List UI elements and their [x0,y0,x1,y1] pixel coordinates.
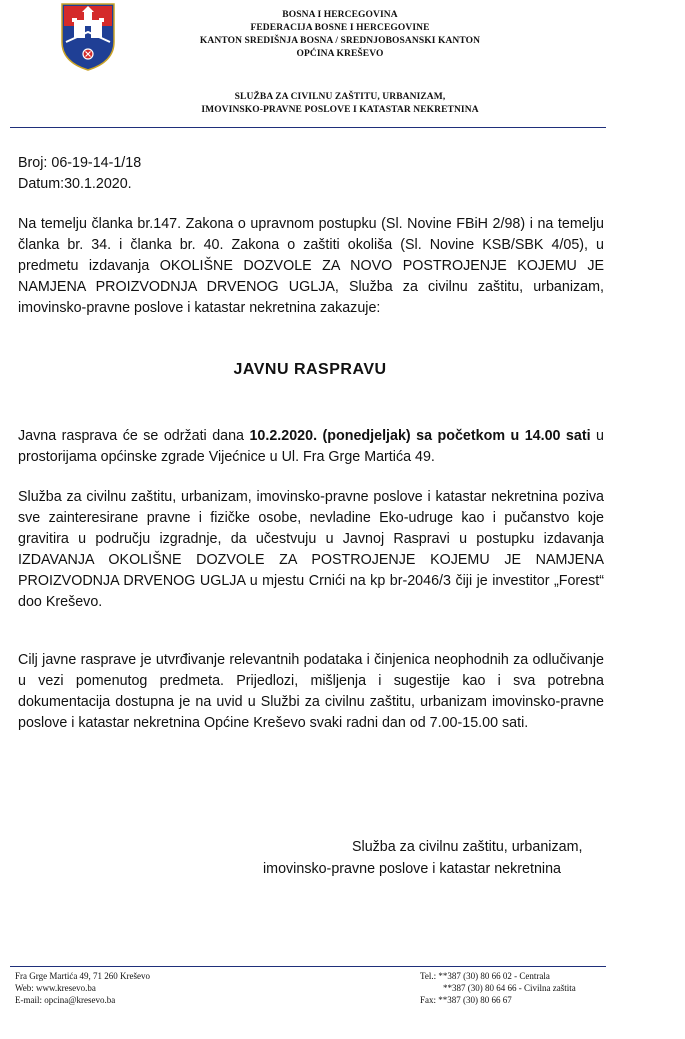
footer-web: Web: www.kresevo.ba [15,983,96,993]
footer-fax: Fax: **387 (30) 80 66 67 [420,995,512,1005]
document-number: Broj: 06-19-14-1/18 [18,155,142,171]
header-service-line-1: SLUŽBA ZA CIVILNU ZAŠTITU, URBANIZAM, [234,92,446,102]
footer-divider [10,966,606,967]
hearing-text-start: Javna rasprava će se održati dana [18,428,250,444]
signature-line-2: imovinsko-pravne poslove i katastar nekretnina [263,861,562,877]
header-divider [10,127,606,128]
footer-contact-right [420,970,576,1006]
header-line-country: BOSNA I HERCEGOVINA [282,10,398,20]
footer-phone-civil-protection: **387 (30) 80 64 66 - Civilna zaštita [443,983,576,993]
hearing-paragraph [18,426,604,468]
signature-line-1: Služba za civilnu zaštitu, urbanizam, [352,839,583,855]
footer-address: Fra Grge Martića 49, 71 260 Kreševo [15,971,151,981]
document-reference [18,153,604,195]
header-line-canton: KANTON SREDIŠNJA BOSNA / SREDNJOBOSANSKI KANTON [199,36,481,46]
header-service [160,91,520,117]
header-line-municipality: OPĆINA KREŠEVO [296,49,384,59]
footer-phone-central: Tel.: **387 (30) 80 66 02 - Centrala [420,971,550,981]
header-service-line-2: IMOVINSKO-PRAVNE POSLOVE I KATASTAR NEKRETNINA [201,105,479,115]
header-line-federation: FEDERACIJA BOSNE I HERCEGOVINE [250,23,430,33]
invitation-paragraph: Služba za civilnu zaštitu, urbanizam, imovinsko-pravne poslove i katastar nekretnina poziva sve zainteresirane pravne i fizičke osobe, nevladine Eko-udruge kao i pučanstvo koje gravitira u području izgradnje, da učestvuju u Javnoj Raspravi u postupku izdavanja IZDAVANJA OKOLIŠNE DOZVOLE ZA POSTROJENJE KOJEMU JE NAMJENA PROIZVODNJA DRVENOG UGLJA u mjestu Crnići na kp br-2046/3 čiji je investitor „Forest“ doo Kreševo. [18,489,604,610]
intro-paragraph: Na temelju članka br.147. Zakona o upravnom postupku (Sl. Novine FBiH 2/98) i na temelju članka br. 34. i članka br. 40. Zakona o zaštiti okoliša (Sl. Novine KSB/SBK 4/05), u predmetu izdavanja OKOLIŠNE DOZVOLE ZA NOVO POSTROJENJE KOJEMU JE NAMJENA PROIZVODNJA DRVENOG UGLJA, Služba za civilnu zaštitu, urbanizam, imovinsko-pravne poslove i katastar nekretnina zakazuje: [18,216,604,316]
header-institution [190,9,490,61]
hearing-date-time: 10.2.2020. (ponedjeljak) sa početkom u 14.00 sati [249,428,591,444]
document-title: JAVNU RASPRAVU [233,361,387,378]
hearing-text-end: u prostorijama općinske zgrade Vijećnice u Ul. Fra Grge Martića 49. [18,428,604,465]
document-date: Datum:30.1.2020. [18,176,132,192]
footer-email: E-mail: opcina@kresevo.ba [15,995,116,1005]
purpose-paragraph: Cilj javne rasprave je utvrđivanje relevantnih podataka i činjenica neophodnih za odlučivanje u vezi pomenutog predmeta. Prijedlozi, mišljenja i sugestije kao i sva potrebna dokumentacija dostupna je na uvid u Službi za civilnu zaštitu, urbanizam imovinsko-pravne poslove i katastar nekretnina Općine Kreševo svaki radni dan od 7.00-15.00 sati. [18,652,604,731]
municipality-crest-icon [60,2,116,72]
footer-contact-left [15,970,150,1006]
